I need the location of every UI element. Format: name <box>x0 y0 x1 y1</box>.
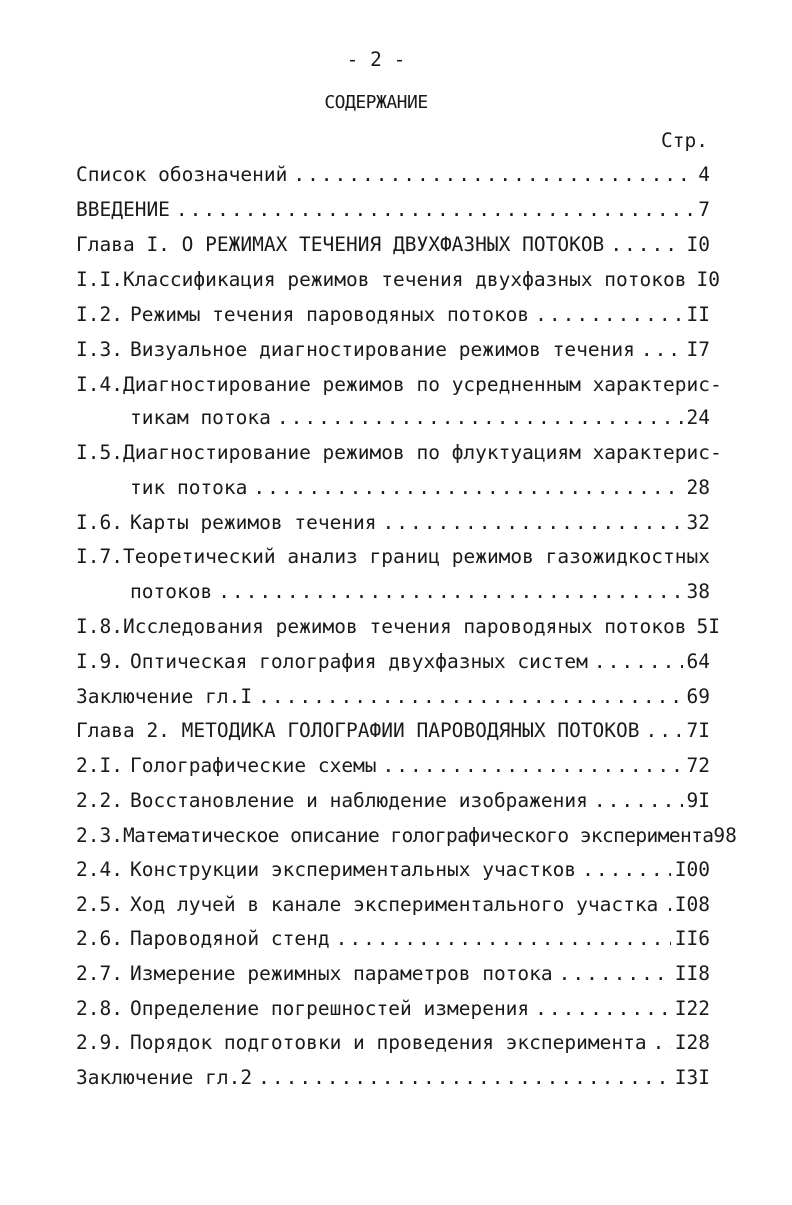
toc-entry <box>76 370 722 396</box>
toc-entry-text: потоков <box>130 580 213 603</box>
leader-dots <box>247 476 682 499</box>
toc-entry-number: I.2. <box>76 303 123 326</box>
toc-entry-number: I.8. <box>76 615 123 638</box>
toc-entry-text: Список обозначений <box>76 163 288 186</box>
toc-entry <box>76 959 710 985</box>
toc-entry <box>76 994 710 1020</box>
toc-entry-continuation <box>130 403 710 429</box>
toc-entry-number: 2.2. <box>76 789 123 812</box>
toc-entry <box>76 335 710 361</box>
toc-entry-text: Глава I. О РЕЖИМАХ ТЕЧЕНИЯ ДВУХФАЗНЫХ ПОТОКОВ <box>76 233 605 256</box>
leader-dots <box>529 303 682 326</box>
leader-dots <box>271 406 683 429</box>
toc-chapter-heading <box>76 716 710 742</box>
toc-chapter-heading <box>76 230 710 256</box>
leader-dots <box>330 927 671 950</box>
toc-entry-text: Ход лучей в канале экспериментального участка <box>130 893 659 916</box>
toc-entry-text: Оптическая голография двухфазных систем <box>130 650 588 673</box>
toc-entry-page: I00 <box>674 858 710 881</box>
toc-entry <box>76 508 710 534</box>
leader-dots <box>588 789 683 812</box>
toc-entry-text: Математическое описание голографического эксперимента <box>122 824 714 847</box>
toc-entry <box>76 195 710 221</box>
toc-entry-page: II <box>686 303 710 326</box>
toc-entry-page: 64 <box>686 650 710 673</box>
toc-entry-text: Порядок подготовки и проведения эксперимента <box>130 1031 647 1054</box>
toc-entry <box>76 647 710 673</box>
toc-entry-number: I.5. <box>76 441 123 464</box>
toc-entry-page: 24 <box>686 406 710 429</box>
toc-entry-text: Восстановление и наблюдение изображения <box>130 789 588 812</box>
toc-entry <box>76 160 710 186</box>
leader-dots <box>635 338 683 361</box>
leader-dots <box>212 580 682 603</box>
toc-entry-page: I0 <box>686 233 710 256</box>
toc-entry-continuation <box>130 577 710 603</box>
leader-dots <box>377 754 683 777</box>
page-column-label: Стр. <box>661 129 708 152</box>
toc-entry-page: II6 <box>674 927 710 950</box>
toc-entry-continuation <box>130 473 710 499</box>
toc-entry <box>76 855 710 881</box>
toc-entry-number: 2.9. <box>76 1031 123 1054</box>
toc-entry <box>76 1028 710 1054</box>
toc-entry-text: Определение погрешностей измерения <box>130 997 530 1020</box>
toc-entry-text: Режимы течения пароводяных потоков <box>130 303 530 326</box>
toc-entry-page: 7I <box>686 719 710 742</box>
toc-entry-number: I.7. <box>76 545 123 568</box>
toc-entry-page: 4 <box>698 163 710 186</box>
leader-dots <box>377 511 683 534</box>
leader-dots <box>604 233 682 256</box>
leader-dots <box>658 893 670 916</box>
leader-dots <box>576 858 671 881</box>
toc-entry <box>76 751 710 777</box>
page-title: СОДЕРЖАНИЕ <box>324 92 428 113</box>
toc-entry-text: Карты режимов течения <box>130 511 377 534</box>
toc-entry-number: I.3. <box>76 338 123 361</box>
toc-entry-page: 72 <box>686 754 710 777</box>
toc-entry <box>76 300 710 326</box>
toc-entry <box>76 682 710 708</box>
toc-entry-number: 2.6. <box>76 927 123 950</box>
toc-entry-page: I22 <box>674 997 710 1020</box>
toc-entry-text: Заключение гл.I <box>76 685 253 708</box>
leader-dots <box>170 198 694 221</box>
toc-entry-text: Голографические схемы <box>130 754 377 777</box>
toc-entry-page: II8 <box>674 962 710 985</box>
toc-entry-page: I0 <box>696 268 720 291</box>
toc-entry-text: Глава 2. МЕТОДИКА ГОЛОГРАФИИ ПАРОВОДЯНЫХ ПОТОКОВ <box>76 719 640 742</box>
leader-dots <box>252 685 682 708</box>
toc-entry-page: 5I <box>696 615 720 638</box>
toc-entry-page: I7 <box>686 338 710 361</box>
toc-entry-page: 7 <box>698 198 710 221</box>
toc-entry-number: 2.I. <box>76 754 123 777</box>
toc-entry-text: Диагностирование режимов по флуктуациям характерис- <box>122 441 722 464</box>
leader-dots <box>252 1066 671 1089</box>
toc-entry-page: 28 <box>686 476 710 499</box>
toc-entry-number: I.4. <box>76 373 123 396</box>
toc-entry-text: Диагностирование режимов по усредненным характерис- <box>122 373 722 396</box>
toc-entry-text: Исследования режимов течения пароводяных потоков <box>122 615 687 638</box>
leader-dots <box>640 719 683 742</box>
toc-entry-text: Заключение гл.2 <box>76 1066 253 1089</box>
toc-entry <box>76 821 737 847</box>
page-number: - 2 - <box>346 48 406 71</box>
toc-entry-text: Измерение режимных параметров потока <box>130 962 553 985</box>
toc-entry-number: I.I. <box>76 268 123 291</box>
toc-entry <box>76 924 710 950</box>
leader-dots <box>287 163 694 186</box>
toc-entry <box>76 542 710 568</box>
toc-entry-number: 2.5. <box>76 893 123 916</box>
toc-entry-text: Визуальное диагностирование режимов течения <box>130 338 635 361</box>
toc-entry-page: I08 <box>674 893 710 916</box>
toc-entry-text: Теоретический анализ границ режимов газожидкостных <box>123 545 710 568</box>
toc-entry-text: Конструкции экспериментальных участков <box>130 858 577 881</box>
toc-entry <box>76 1063 710 1089</box>
toc-entry-text: Классификация режимов течения двухфазных потоков <box>122 268 687 291</box>
leader-dots <box>588 650 683 673</box>
toc-entry <box>76 890 710 916</box>
toc-entry-page: 32 <box>686 511 710 534</box>
toc-entry <box>76 265 720 291</box>
toc-entry-page: I28 <box>674 1031 710 1054</box>
toc-entry <box>76 786 710 812</box>
toc-entry-page: I3I <box>674 1066 710 1089</box>
leader-dots <box>529 997 671 1020</box>
toc-entry-text: тикам потока <box>130 406 271 429</box>
toc-entry-text: ВВЕДЕНИЕ <box>76 198 170 221</box>
toc-entry-number: I.6. <box>76 511 123 534</box>
toc-entry-text: Пароводяной стенд <box>130 927 330 950</box>
toc-entry-number: 2.7. <box>76 962 123 985</box>
toc-entry <box>76 612 720 638</box>
toc-entry-number: 2.8. <box>76 997 123 1020</box>
toc-entry-page: 98 <box>713 824 737 847</box>
toc-entry-page: 69 <box>686 685 710 708</box>
toc-entry-number: 2.4. <box>76 858 123 881</box>
toc-entry <box>76 438 722 464</box>
toc-entry-page: 38 <box>686 580 710 603</box>
toc-entry-text: тик потока <box>130 476 248 499</box>
toc-entry-number: I.9. <box>76 650 123 673</box>
toc-entry-page: 9I <box>686 789 710 812</box>
leader-dots <box>647 1031 671 1054</box>
toc-entry-number: 2.3. <box>76 824 123 847</box>
leader-dots <box>553 962 671 985</box>
